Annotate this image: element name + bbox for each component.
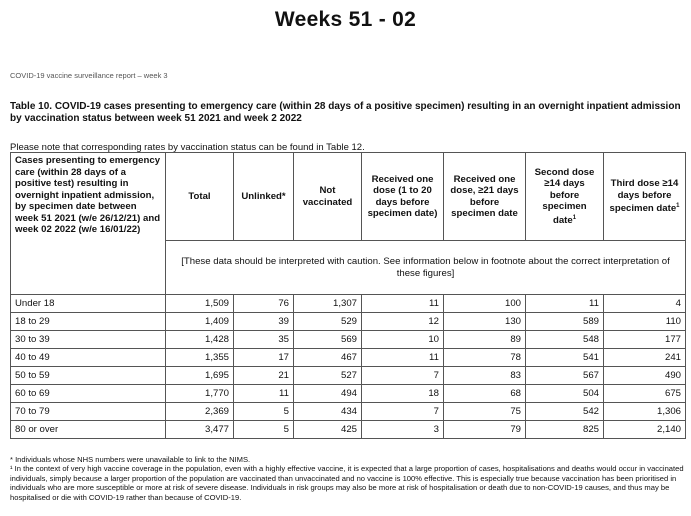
cell-third-dose: 4 (604, 295, 686, 313)
cell-unlinked: 5 (234, 403, 294, 421)
cell-third-dose: 241 (604, 349, 686, 367)
header-third-dose (604, 153, 686, 241)
table-row (11, 349, 686, 367)
cell-unlinked: 17 (234, 349, 294, 367)
cell-one-dose-1-20: 12 (362, 313, 444, 331)
cell-third-dose: 2,140 (604, 421, 686, 439)
cell-total: 1,428 (166, 331, 234, 349)
header-third-dose-label: Third dose ≥14 days before specimen date (609, 178, 679, 215)
cell-not-vaccinated: 467 (294, 349, 362, 367)
table-row (11, 421, 686, 439)
cell-third-dose: 177 (604, 331, 686, 349)
cell-not-vaccinated: 434 (294, 403, 362, 421)
cell-second-dose: 541 (526, 349, 604, 367)
note-line: Please note that corresponding rates by vaccination status can be found in Table 12. (10, 142, 365, 153)
cell-unlinked: 5 (234, 421, 294, 439)
footnote-unlinked: * Individuals whose NHS numbers were unavailable to link to the NIMS. (10, 455, 251, 464)
cell-one-dose-1-20: 7 (362, 367, 444, 385)
cell-total: 1,409 (166, 313, 234, 331)
cell-one-dose-21: 130 (444, 313, 526, 331)
cell-one-dose-21: 78 (444, 349, 526, 367)
header-total: Total (166, 153, 234, 241)
cell-total: 1,355 (166, 349, 234, 367)
cell-one-dose-21: 79 (444, 421, 526, 439)
cell-one-dose-1-20: 3 (362, 421, 444, 439)
cell-one-dose-1-20: 18 (362, 385, 444, 403)
cell-age: 40 to 49 (11, 349, 166, 367)
cell-second-dose: 589 (526, 313, 604, 331)
cell-not-vaccinated: 529 (294, 313, 362, 331)
table-row (11, 331, 686, 349)
cell-total: 1,509 (166, 295, 234, 313)
table-row (11, 295, 686, 313)
cell-total: 1,770 (166, 385, 234, 403)
header-cases: Cases presenting to emergency care (within 28 days of a positive test) resulting in overnight inpatient admission, by specimen date between week 51 2021 (w/e 26/12/21) and week 02 2022 (w/e 16/01/22) (11, 153, 166, 295)
cell-unlinked: 21 (234, 367, 294, 385)
cell-age: 60 to 69 (11, 385, 166, 403)
footnote-context: ¹ In the context of very high vaccine coverage in the population, even with a highly effective vaccine, it is expected that a large proportion of cases, hospitalisations and deaths would occur in vaccinated individuals, simply because a larger proportion of the population are vaccinated than unvaccinated and no vaccine is 100% effective. This is especially true because vaccination has been prioritised in individuals who are more susceptible or more at risk of severe disease. Individuals in risk groups may also be more at risk of hospitalisation or death due to non-COVID-19 causes, and thus may be hospitalised or die with COVID-19 rather than because of COVID-19. (10, 464, 684, 502)
footnote-mark: 1 (676, 203, 680, 210)
cell-unlinked: 76 (234, 295, 294, 313)
cell-second-dose: 548 (526, 331, 604, 349)
cell-age: 18 to 29 (11, 313, 166, 331)
table-body (11, 295, 686, 439)
header-second-dose-label: Second dose ≥14 days before specimen date (534, 166, 595, 226)
footnote-mark: 1 (572, 214, 577, 221)
table-row (11, 403, 686, 421)
cell-third-dose: 490 (604, 367, 686, 385)
cell-second-dose: 542 (526, 403, 604, 421)
header-second-dose (526, 153, 604, 241)
cell-second-dose: 567 (526, 367, 604, 385)
cell-not-vaccinated: 425 (294, 421, 362, 439)
header-one-dose-21: Received one dose, ≥21 days before specimen date (444, 153, 526, 241)
cell-one-dose-1-20: 7 (362, 403, 444, 421)
cell-not-vaccinated: 569 (294, 331, 362, 349)
cell-not-vaccinated: 494 (294, 385, 362, 403)
cell-age: 30 to 39 (11, 331, 166, 349)
table-caption: Table 10. COVID-19 cases presenting to emergency care (within 28 days of a positive specimen) resulting in an overnight inpatient admission by vaccination status between week 51 2021 and week 2 2022 (10, 101, 681, 124)
cell-age: 50 to 59 (11, 367, 166, 385)
table-row (11, 385, 686, 403)
cell-third-dose: 1,306 (604, 403, 686, 421)
report-header: COVID-19 vaccine surveillance report – week 3 (10, 71, 168, 80)
cell-age: 80 or over (11, 421, 166, 439)
cell-one-dose-1-20: 11 (362, 349, 444, 367)
cell-third-dose: 110 (604, 313, 686, 331)
cell-one-dose-1-20: 11 (362, 295, 444, 313)
cell-one-dose-21: 100 (444, 295, 526, 313)
cell-second-dose: 504 (526, 385, 604, 403)
page-heading: Weeks 51 - 02 (274, 8, 417, 31)
cell-second-dose: 11 (526, 295, 604, 313)
cell-one-dose-21: 68 (444, 385, 526, 403)
cell-one-dose-1-20: 10 (362, 331, 444, 349)
cell-age: 70 to 79 (11, 403, 166, 421)
header-one-dose-1-20: Received one dose (1 to 20 days before specimen date) (362, 153, 444, 241)
data-table (10, 152, 686, 439)
footnotes (10, 455, 686, 502)
caution-note: [These data should be interpreted with caution. See information below in footnote about the correct interpretation of these figures] (166, 241, 686, 295)
cell-total: 1,695 (166, 367, 234, 385)
header-not-vaccinated: Not vaccinated (294, 153, 362, 241)
cell-one-dose-21: 83 (444, 367, 526, 385)
cell-one-dose-21: 89 (444, 331, 526, 349)
cell-second-dose: 825 (526, 421, 604, 439)
cell-not-vaccinated: 1,307 (294, 295, 362, 313)
table-row (11, 367, 686, 385)
cell-not-vaccinated: 527 (294, 367, 362, 385)
cell-unlinked: 39 (234, 313, 294, 331)
cell-total: 2,369 (166, 403, 234, 421)
cell-unlinked: 11 (234, 385, 294, 403)
cell-one-dose-21: 75 (444, 403, 526, 421)
cell-total: 3,477 (166, 421, 234, 439)
cell-third-dose: 675 (604, 385, 686, 403)
table-row (11, 313, 686, 331)
cell-unlinked: 35 (234, 331, 294, 349)
cell-age: Under 18 (11, 295, 166, 313)
header-unlinked: Unlinked* (234, 153, 294, 241)
